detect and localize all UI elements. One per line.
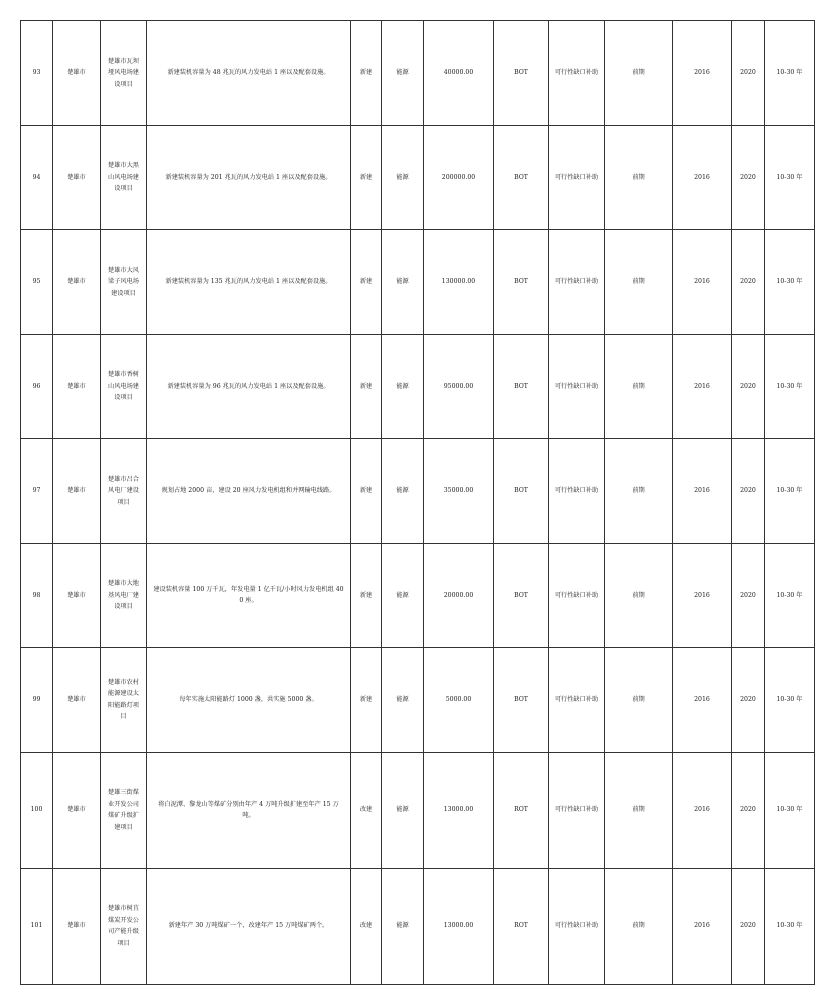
table-row [21, 230, 815, 335]
sector: 能源 [382, 752, 424, 868]
build-type: 新建 [351, 125, 382, 230]
project-description: 规划占地 2000 亩，建设 20 座风力发电机组和并网输电线路。 [147, 439, 351, 544]
project-name: 楚雄市吕合风电厂建设项目 [101, 439, 147, 544]
end-year: 2020 [732, 230, 765, 335]
sector: 能源 [382, 21, 424, 126]
project-name: 楚雄三街煤业开发公司煤矿升级扩建项目 [101, 752, 147, 868]
start-year: 2016 [673, 439, 732, 544]
return-mechanism: 可行性缺口补助 [549, 752, 605, 868]
project-stage: 前期 [605, 648, 673, 753]
build-type: 新建 [351, 230, 382, 335]
start-year: 2016 [673, 868, 732, 984]
build-type: 改建 [351, 752, 382, 868]
row-number: 100 [21, 752, 53, 868]
city-cell: 楚雄市 [53, 21, 101, 126]
end-year: 2020 [732, 752, 765, 868]
project-description: 将白泥潭、黎龙山等煤矿分别由年产 4 万吨升级扩建至年产 15 万吨。 [147, 752, 351, 868]
end-year: 2020 [732, 334, 765, 439]
cooperation-period: 10-30 年 [765, 543, 815, 648]
city-cell: 楚雄市 [53, 230, 101, 335]
start-year: 2016 [673, 334, 732, 439]
row-number: 96 [21, 334, 53, 439]
city-cell: 楚雄市 [53, 543, 101, 648]
project-name: 楚雄市香树山风电场建设项目 [101, 334, 147, 439]
operation-mode: BOT [494, 334, 549, 439]
project-name: 楚雄市大风梁子风电场建设项目 [101, 230, 147, 335]
end-year: 2020 [732, 543, 765, 648]
operation-mode: BOT [494, 230, 549, 335]
end-year: 2020 [732, 648, 765, 753]
project-stage: 前期 [605, 125, 673, 230]
end-year: 2020 [732, 125, 765, 230]
cooperation-period: 10-30 年 [765, 439, 815, 544]
project-name: 楚雄市瓦坝垭风电场建设项目 [101, 21, 147, 126]
cooperation-period: 10-30 年 [765, 21, 815, 126]
return-mechanism: 可行性缺口补助 [549, 334, 605, 439]
investment-amount: 20000.00 [424, 543, 494, 648]
table-row [21, 125, 815, 230]
start-year: 2016 [673, 125, 732, 230]
city-cell: 楚雄市 [53, 752, 101, 868]
sector: 能源 [382, 230, 424, 335]
start-year: 2016 [673, 648, 732, 753]
investment-amount: 95000.00 [424, 334, 494, 439]
cooperation-period: 10-30 年 [765, 334, 815, 439]
investment-amount: 200000.00 [424, 125, 494, 230]
cooperation-period: 10-30 年 [765, 868, 815, 984]
cooperation-period: 10-30 年 [765, 230, 815, 335]
city-cell: 楚雄市 [53, 125, 101, 230]
cooperation-period: 10-30 年 [765, 125, 815, 230]
city-cell: 楚雄市 [53, 334, 101, 439]
project-name: 楚雄市大黑山风电场建设项目 [101, 125, 147, 230]
project-name: 楚雄市树苴煤炭开发公司产能升级项目 [101, 868, 147, 984]
start-year: 2016 [673, 230, 732, 335]
return-mechanism: 可行性缺口补助 [549, 868, 605, 984]
city-cell: 楚雄市 [53, 439, 101, 544]
operation-mode: ROT [494, 752, 549, 868]
row-number: 98 [21, 543, 53, 648]
operation-mode: BOT [494, 543, 549, 648]
project-stage: 前期 [605, 334, 673, 439]
row-number: 99 [21, 648, 53, 753]
build-type: 新建 [351, 439, 382, 544]
build-type: 新建 [351, 21, 382, 126]
table-row [21, 21, 815, 126]
table-row [21, 439, 815, 544]
project-stage: 前期 [605, 21, 673, 126]
project-name: 楚雄市大地基风电厂建设项目 [101, 543, 147, 648]
investment-amount: 13000.00 [424, 868, 494, 984]
investment-amount: 40000.00 [424, 21, 494, 126]
sector: 能源 [382, 439, 424, 544]
sector: 能源 [382, 334, 424, 439]
return-mechanism: 可行性缺口补助 [549, 230, 605, 335]
row-number: 93 [21, 21, 53, 126]
end-year: 2020 [732, 439, 765, 544]
build-type: 新建 [351, 543, 382, 648]
sector: 能源 [382, 648, 424, 753]
row-number: 94 [21, 125, 53, 230]
build-type: 改建 [351, 868, 382, 984]
operation-mode: BOT [494, 125, 549, 230]
project-name: 楚雄市农村能源建设太阳能路灯项目 [101, 648, 147, 753]
end-year: 2020 [732, 868, 765, 984]
cooperation-period: 10-30 年 [765, 648, 815, 753]
sector: 能源 [382, 543, 424, 648]
return-mechanism: 可行性缺口补助 [549, 648, 605, 753]
project-description: 每年实施太阳能路灯 1000 盏，共实施 5000 盏。 [147, 648, 351, 753]
project-description: 建设装机容量 100 万千瓦，年发电量 1 亿千瓦/小时风力发电机组 400 座。 [147, 543, 351, 648]
return-mechanism: 可行性缺口补助 [549, 21, 605, 126]
project-description: 新建装机容量为 48 兆瓦的风力发电站 1 座以及配套设施。 [147, 21, 351, 126]
table-row [21, 648, 815, 753]
project-stage: 前期 [605, 752, 673, 868]
end-year: 2020 [732, 21, 765, 126]
return-mechanism: 可行性缺口补助 [549, 439, 605, 544]
table-row [21, 334, 815, 439]
table-body [21, 21, 815, 985]
return-mechanism: 可行性缺口补助 [549, 543, 605, 648]
project-stage: 前期 [605, 230, 673, 335]
investment-amount: 130000.00 [424, 230, 494, 335]
table-row [21, 752, 815, 868]
investment-amount: 5000.00 [424, 648, 494, 753]
row-number: 101 [21, 868, 53, 984]
return-mechanism: 可行性缺口补助 [549, 125, 605, 230]
project-stage: 前期 [605, 543, 673, 648]
build-type: 新建 [351, 648, 382, 753]
project-table [20, 20, 815, 985]
city-cell: 楚雄市 [53, 648, 101, 753]
sector: 能源 [382, 125, 424, 230]
investment-amount: 13000.00 [424, 752, 494, 868]
build-type: 新建 [351, 334, 382, 439]
sector: 能源 [382, 868, 424, 984]
cooperation-period: 10-30 年 [765, 752, 815, 868]
project-description: 新建装机容量为 96 兆瓦的风力发电站 1 座以及配套设施。 [147, 334, 351, 439]
operation-mode: BOT [494, 648, 549, 753]
start-year: 2016 [673, 543, 732, 648]
city-cell: 楚雄市 [53, 868, 101, 984]
row-number: 95 [21, 230, 53, 335]
investment-amount: 35000.00 [424, 439, 494, 544]
operation-mode: ROT [494, 868, 549, 984]
start-year: 2016 [673, 752, 732, 868]
table-row [21, 868, 815, 984]
table-row [21, 543, 815, 648]
project-description: 新建年产 30 万吨煤矿一个，改建年产 15 万吨煤矿两个。 [147, 868, 351, 984]
project-stage: 前期 [605, 439, 673, 544]
operation-mode: BOT [494, 21, 549, 126]
operation-mode: BOT [494, 439, 549, 544]
project-stage: 前期 [605, 868, 673, 984]
project-description: 新建装机容量为 135 兆瓦的风力发电站 1 座以及配套设施。 [147, 230, 351, 335]
row-number: 97 [21, 439, 53, 544]
project-description: 新建装机容量为 201 兆瓦的风力发电站 1 座以及配套设施。 [147, 125, 351, 230]
start-year: 2016 [673, 21, 732, 126]
